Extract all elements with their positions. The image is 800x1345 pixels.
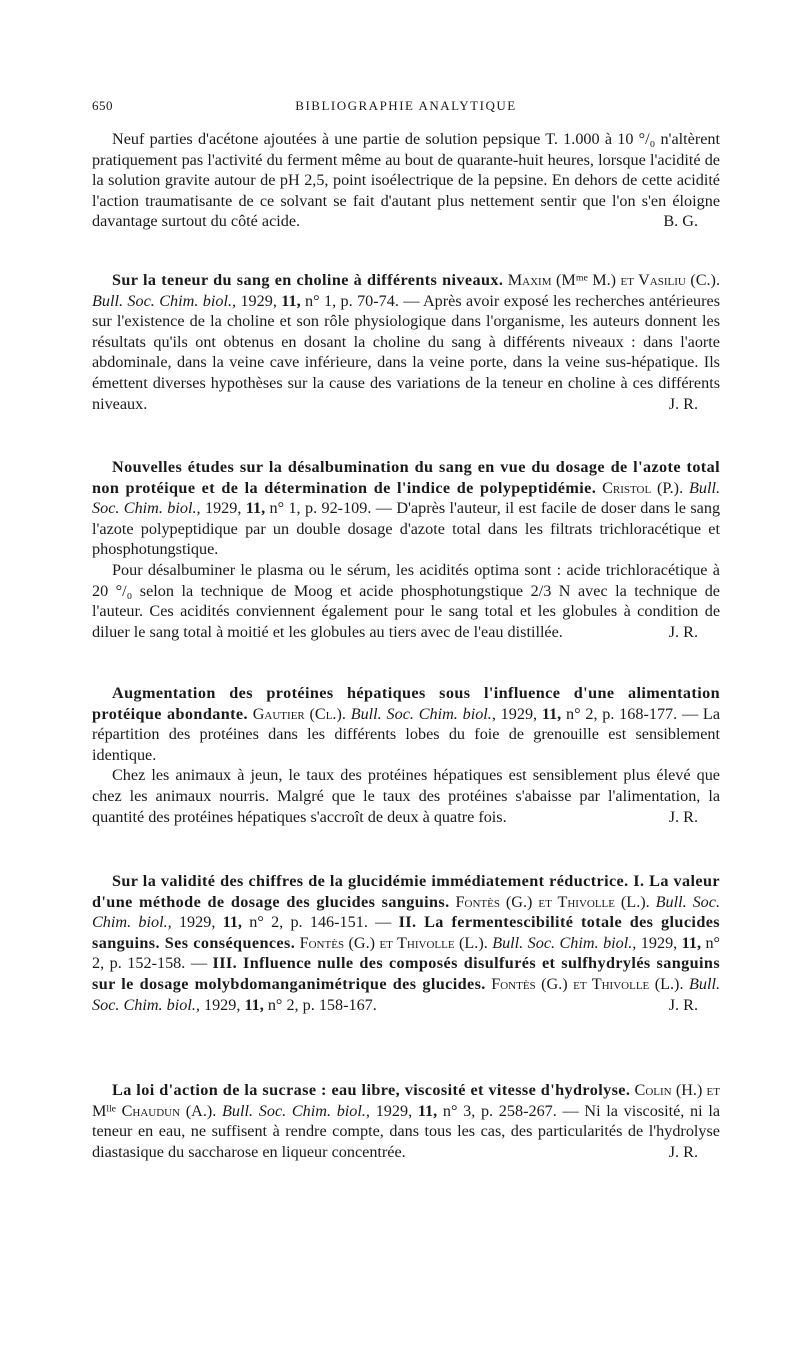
article-body: [92, 457, 720, 560]
article-title: III. Influence nulle des composés disulfurés et sulfhydrylés sanguins sur le dosage molybdomanganimétrique des glucides.: [92, 954, 721, 993]
running-title: BIBLIOGRAPHIE ANALYTIQUE: [295, 98, 517, 113]
article-proteines: [92, 683, 720, 827]
ref-year: 1929,: [500, 704, 538, 723]
journal-name: Bull. Soc. Chim. biol.,: [92, 291, 237, 310]
ref-year: 1929,: [178, 913, 216, 932]
body-text: Pour désalbuminer le plasma ou le sérum, les acidités optima sont : acide trichloracétique à 20 °/₀ selon la technique de Moog et acide phosphotungstique 2/3 N avec la technique de l'auteur. Ces acidités conviennent également pour le sang total et les globules à condition de diluer le sang total à moitié et les globules au tiers avec de l'eau distillée.: [92, 560, 720, 641]
article-continuation: [92, 129, 720, 232]
article-body: [92, 1080, 720, 1162]
ref-pages: n° 1, p. 92-109.: [269, 499, 372, 518]
article-title: Sur la teneur du sang en choline à différents niveaux.: [112, 271, 504, 289]
article-title: La loi d'action de la sucrase : eau libre, viscosité et vitesse d'hydrolyse.: [112, 1081, 631, 1099]
article-body: [92, 270, 720, 414]
body-text: — La répartition des protéines dans les différents lobes du foie de grenouille est sensiblement identique.: [92, 704, 721, 764]
signature: B. G.: [663, 212, 698, 231]
article-authors: Fontès (G.) et Thivolle (L.).: [299, 933, 488, 952]
journal-name: Bull. Soc. Chim. biol.,: [92, 478, 721, 518]
ref-volume: 11,: [541, 704, 562, 723]
journal-name: Bull. Soc. Chim. biol.,: [350, 704, 496, 723]
ref-year: 1929,: [203, 995, 241, 1014]
article-authors: Fontès (G.) et Thivolle (L.).: [455, 892, 650, 911]
article-authors: Cristol (P.).: [602, 478, 684, 497]
ref-pages: n° 3, p. 258-267.: [442, 1101, 557, 1120]
article-body: [92, 683, 720, 765]
body-text: — D'après l'auteur, il est facile de doser dans le sang l'azote polypeptidique par un double dosage d'azote total dans les filtrats trichloracétique et phosphotungstique.: [92, 499, 721, 559]
article-authors: Fontès (G.) et Thivolle (L.).: [491, 974, 684, 993]
body-text: — Ni la viscosité, ni la teneur en eau, ne suffisent à rendre compte, dans tous les cas, des particularités de l'hydrolyse diastasique du saccharose en liqueur concentrée.: [92, 1101, 721, 1161]
article-title: Sur la validité des chiffres de la glucidémie immédiatement réductrice. I. La valeur d'une méthode de dosage des glucides sanguins.: [92, 872, 720, 911]
journal-name: Bull. Soc. Chim. biol.,: [92, 974, 720, 1014]
article-sucrase: [92, 1080, 720, 1162]
article-choline: [92, 270, 720, 414]
ref-year: 1929,: [640, 933, 678, 952]
ref-volume: 11,: [244, 995, 264, 1014]
journal-name: Bull. Soc. Chim. biol.,: [492, 933, 637, 952]
body-text: Neuf parties d'acétone ajoutées à une partie de solution pepsique T. 1.000 à 10 °/₀ n'altèrent pratiquement pas l'activité du ferment même au bout de quarante-huit heures, lorsque l'acidité de la solution gravite autour de pH 2,5, point isoélectrique de la pepsine. En dehors de cette acidité l'action traumatisante de ce solvant se fait d'autant plus nettement sentir que l'on s'en éloigne davantage surtout du côté acide.: [92, 130, 720, 231]
signature: J. R.: [668, 995, 698, 1014]
journal-name: Bull. Soc. Chim. biol.,: [92, 892, 721, 932]
body-text: — Après avoir exposé les recherches antérieures sur l'existence de la choline et son rôle physiologique dans l'organisme, les auteurs donnent les résultats qu'ils ont obtenus en dosant la choline du sang à différents niveaux : dans l'aorte abdominale, dans la veine cave inférieure, dans la veine porte, dans la veine sus-hépatique. Ils émettent diverses hypothèses sur la cause des variations de la teneur en choline à ces différents niveaux.: [92, 291, 721, 413]
article-authors: Maxim (Mᵐᵉ M.) et Vasiliu (C.).: [507, 271, 720, 289]
signature: J. R.: [668, 394, 698, 413]
ref-year: 1929,: [375, 1101, 413, 1120]
page-header: [92, 98, 720, 118]
ref-pages: n° 2, p. 146-151. —: [249, 913, 392, 932]
article-authors: Gautier (Cl.).: [252, 704, 346, 723]
article-body: [92, 129, 720, 232]
article-body: [92, 871, 720, 1015]
ref-pages: n° 1, p. 70-74.: [305, 291, 399, 310]
ref-year: 1929,: [204, 499, 242, 518]
ref-pages: n° 2, p. 152-158. —: [92, 933, 721, 973]
page-number: 650: [92, 98, 113, 113]
article-desalbumination: [92, 457, 720, 642]
ref-pages: n° 2, p. 168-177.: [566, 704, 678, 723]
article-title: Nouvelles études sur la désalbumination du sang en vue du dosage de l'azote total non protéique et de la détermination de l'indice de polypeptidémie.: [92, 458, 720, 497]
journal-name: Bull. Soc. Chim. biol.,: [222, 1101, 370, 1120]
body-text: Chez les animaux à jeun, le taux des protéines hépatiques est sensiblement plus élevé que chez les animaux nourris. Malgré que le taux des protéines s'abaisse par l'alimentation, la quantité des protéines hépatiques s'accroît de deux à quatre fois.: [92, 766, 720, 826]
article-title: Augmentation des protéines hépatiques sous l'influence d'une alimentation protéique abondante.: [92, 684, 720, 723]
ref-volume: 11,: [245, 499, 266, 518]
article-title: II. La fermentescibilité totale des glucides sanguins. Ses conséquences.: [92, 913, 721, 952]
ref-volume: 11,: [681, 933, 701, 952]
article-paragraph: [92, 560, 720, 642]
article-authors: Colin (H.) et Mˡˡᵉ Chaudun (A.).: [92, 1081, 720, 1120]
ref-pages: n° 2, p. 158-167.: [267, 995, 377, 1014]
ref-year: 1929,: [240, 291, 277, 310]
signature: J. R.: [668, 807, 698, 826]
signature: J. R.: [668, 622, 698, 641]
ref-volume: 11,: [281, 291, 301, 310]
article-paragraph: [92, 765, 720, 827]
ref-volume: 11,: [417, 1101, 438, 1120]
signature: J. R.: [668, 1142, 698, 1161]
ref-volume: 11,: [222, 913, 242, 932]
article-glucidemie: [92, 871, 720, 1015]
